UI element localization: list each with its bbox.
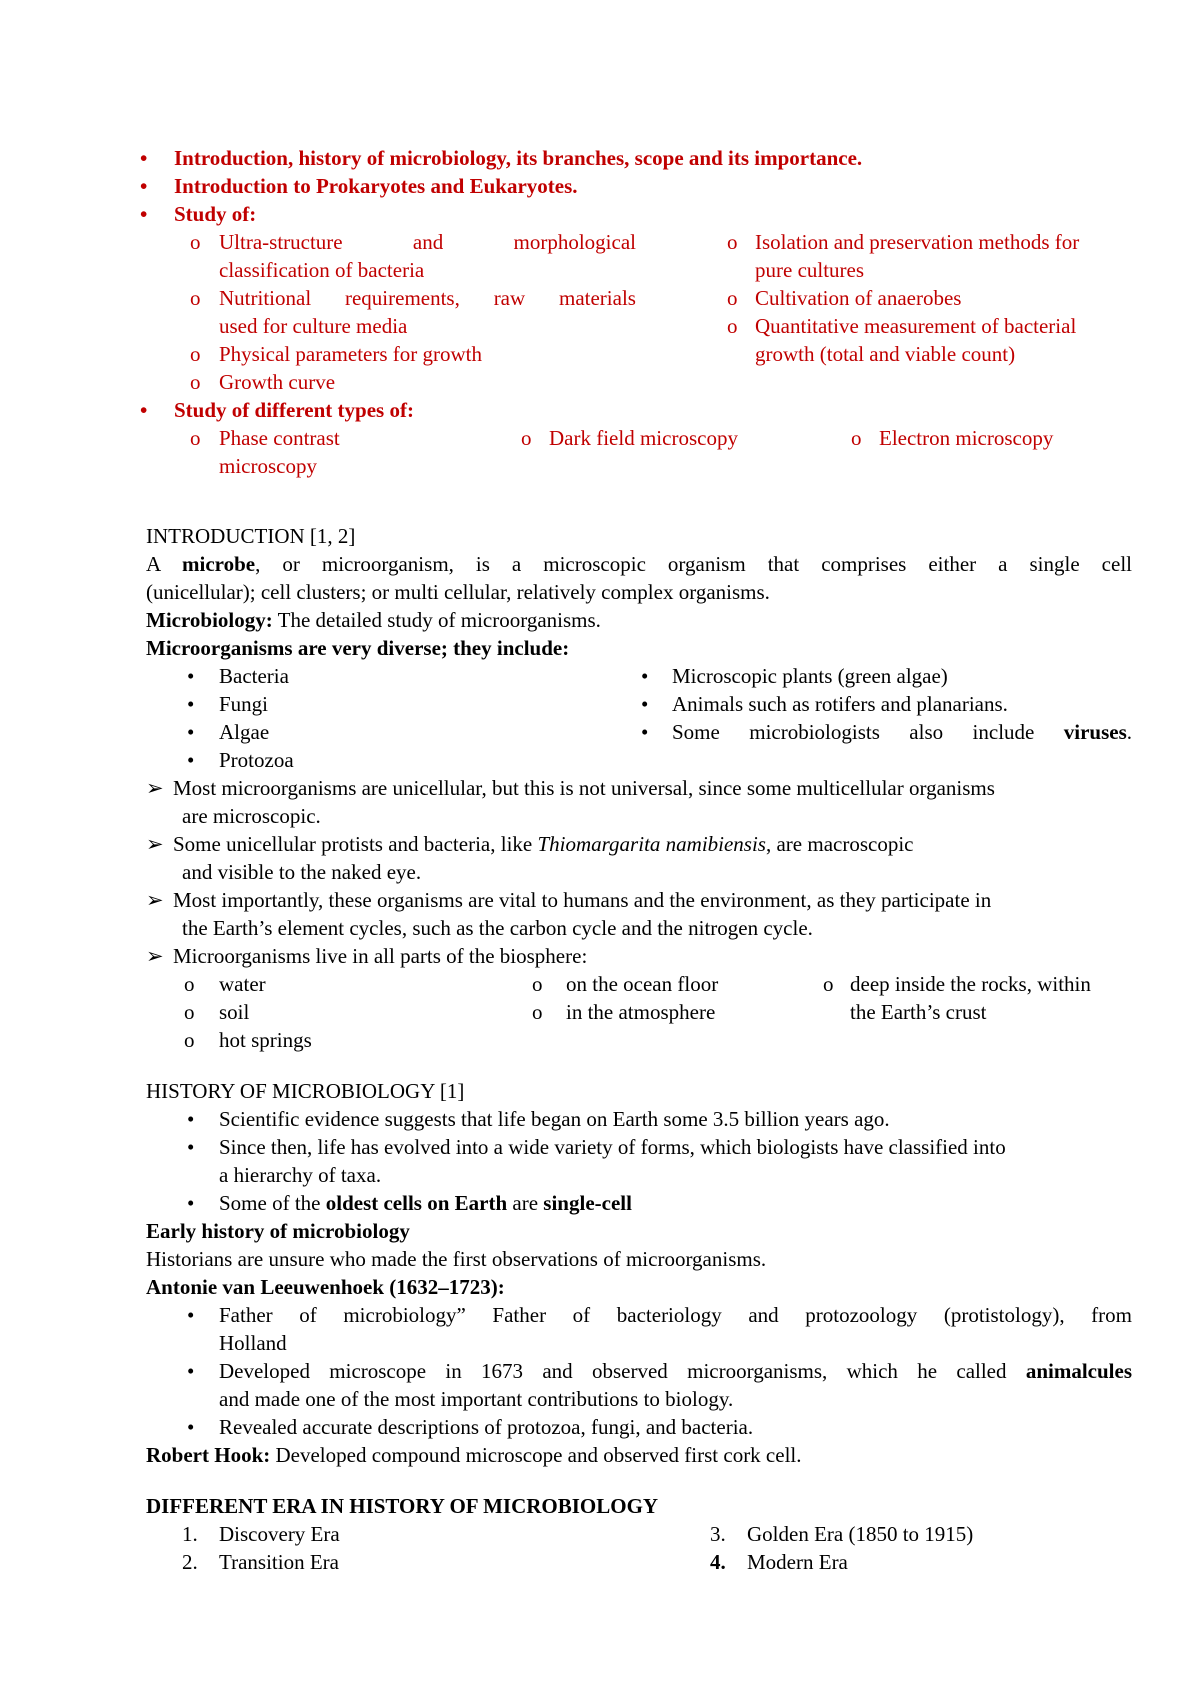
bold-term: viruses (1063, 720, 1127, 744)
arrow-bullet-icon: ➢ (146, 944, 164, 968)
def-line (146, 606, 601, 634)
justified-line (219, 284, 636, 312)
list-item: Protozoa (219, 748, 294, 772)
bold-term: Robert Hook: (146, 1443, 271, 1467)
section-heading: DIFFERENT ERA IN HISTORY OF MICROBIOLOGY (146, 1494, 659, 1518)
circle-bullet-icon: o (532, 1000, 543, 1024)
line-text: Physical parameters for growth (219, 342, 483, 366)
justified-line (146, 550, 1132, 578)
word: from (1091, 1303, 1132, 1327)
word: and (748, 1303, 779, 1327)
bullet-icon: • (187, 720, 195, 744)
word: microbiology” (343, 1303, 466, 1327)
circle-bullet-icon: o (727, 286, 738, 310)
line-text: Scientific evidence suggests that life began on Earth some 3.5 billion years ago. (219, 1107, 890, 1131)
list-item: Algae (219, 720, 270, 744)
syllabus-text: Introduction to Prokaryotes and Eukaryotes. (174, 174, 578, 198)
line-text: microscopy (219, 454, 317, 478)
word: bacteriology (616, 1303, 722, 1327)
line-text: Isolation and preservation methods for (755, 230, 1080, 254)
syllabus-text: Study of: (174, 202, 257, 226)
line-text: Historians are unsure who made the first observations of microorganisms. (146, 1247, 767, 1271)
list-number: 3. (710, 1522, 726, 1546)
line-text: growth (total and viable count) (755, 342, 1016, 366)
circle-bullet-icon: o (190, 342, 201, 366)
list-item: Microscopic plants (green algae) (672, 664, 948, 688)
list-item: Golden Era (1850 to 1915) (747, 1522, 974, 1546)
syllabus-text: Study of different types of: (174, 398, 414, 422)
line-text: classification of bacteria (219, 258, 425, 282)
word: morphological (513, 230, 636, 254)
bold-term: microbe (182, 552, 256, 576)
word: of (572, 1303, 591, 1327)
word: Father (492, 1303, 547, 1327)
bold-term: Microbiology: (146, 608, 273, 632)
bullet-icon: • (187, 664, 195, 688)
line-text: Most importantly, these organisms are vital to humans and the environment, as they participate in (173, 888, 992, 912)
syllabus-text: Introduction, history of microbiology, its branches, scope and its importance. (174, 146, 863, 170)
circle-bullet-icon: o (727, 230, 738, 254)
bold-term: animalcules (1025, 1359, 1133, 1383)
line-text: and made one of the most important contributions to biology. (219, 1387, 734, 1411)
line-text: Quantitative measurement of bacterial (755, 314, 1077, 338)
text-part: Some unicellular protists and bacteria, like (173, 832, 538, 856)
line-text: Cultivation of anaerobes (755, 286, 962, 310)
subheading: Antonie van Leeuwenhoek (1632–1723): (146, 1275, 505, 1299)
line-text: Dark field microscopy (549, 426, 738, 450)
list-item: Fungi (219, 692, 269, 716)
word: Nutritional (219, 286, 312, 310)
word: materials (559, 286, 636, 310)
list-number: 1. (182, 1522, 198, 1546)
line-text: Holland (219, 1331, 287, 1355)
list-item: Modern Era (747, 1550, 848, 1574)
justified-line (219, 1357, 1132, 1385)
line-text: Phase contrast (219, 426, 340, 450)
line-text: , or microorganism, is a microscopic organism that comprises either a single cell (255, 552, 1132, 576)
line-text: Some microbiologists also include (672, 720, 1064, 744)
line-text: The detailed study of microorganisms. (272, 608, 601, 632)
bullet-icon: • (187, 1415, 195, 1439)
species-name: Thiomargarita namibiensis (537, 832, 766, 856)
list-number: 2. (182, 1550, 198, 1574)
arrow-bullet-icon: ➢ (146, 776, 164, 800)
list-item (672, 718, 1132, 746)
bold-term: single-cell (543, 1191, 632, 1215)
list-item: on the ocean floor (566, 972, 719, 996)
bullet-icon: • (641, 664, 649, 688)
def-line (146, 1441, 802, 1469)
circle-bullet-icon: o (521, 426, 532, 450)
list-item: soil (219, 1000, 250, 1024)
circle-bullet-icon: o (851, 426, 862, 450)
text-part: , are macroscopic (765, 832, 914, 856)
bullet-icon: • (140, 398, 148, 422)
line-text: (unicellular); cell clusters; or multi cellular, relatively complex organisms. (146, 580, 770, 604)
list-item: Transition Era (219, 1550, 339, 1574)
circle-bullet-icon: o (184, 1000, 195, 1024)
circle-bullet-icon: o (532, 972, 543, 996)
word: of (299, 1303, 317, 1327)
line-text: Electron microscopy (879, 426, 1054, 450)
arrow-bullet-icon: ➢ (146, 832, 164, 856)
line-text: Revealed accurate descriptions of protozoa, fungi, and bacteria. (219, 1415, 754, 1439)
line-text: Growth curve (219, 370, 336, 394)
list-item: Animals such as rotifers and planarians. (672, 692, 1008, 716)
bullet-icon: • (187, 1135, 195, 1159)
line-text: a hierarchy of taxa. (219, 1163, 382, 1187)
line-text: are microscopic. (182, 804, 321, 828)
line-text: Since then, life has evolved into a wide variety of forms, which biologists have classified into (219, 1135, 1006, 1159)
line-text: pure cultures (755, 258, 865, 282)
word: raw (493, 286, 526, 310)
line-text: used for culture media (219, 314, 408, 338)
list-item: Bacteria (219, 664, 289, 688)
bullet-icon: • (187, 1359, 195, 1383)
circle-bullet-icon: o (727, 314, 738, 338)
justified-line (219, 1301, 1132, 1329)
list-item: in the atmosphere (566, 1000, 716, 1024)
text-part: Developed microscope in 1673 and observed microorganisms, which he called (219, 1359, 1007, 1383)
circle-bullet-icon: o (184, 1028, 195, 1052)
bullet-icon: • (187, 692, 195, 716)
subheading: Early history of microbiology (146, 1219, 410, 1243)
bullet-icon: • (641, 692, 649, 716)
text-part: Some of the (219, 1191, 326, 1215)
bullet-icon: • (187, 1107, 195, 1131)
line-text: Developed compound microscope and observed first cork cell. (270, 1443, 802, 1467)
circle-bullet-icon: o (190, 370, 201, 394)
list-item: the Earth’s crust (850, 1000, 987, 1024)
line-text: the Earth’s element cycles, such as the carbon cycle and the nitrogen cycle. (182, 916, 813, 940)
word: Ultra-structure (219, 230, 343, 254)
list-item: deep inside the rocks, within (850, 972, 1091, 996)
word: requirements, (344, 286, 460, 310)
word: and (412, 230, 444, 254)
punct: . (1126, 720, 1132, 744)
bullet-icon: • (140, 146, 148, 170)
list-item: water (219, 972, 266, 996)
text-part: are (507, 1191, 544, 1215)
word: A (146, 552, 161, 576)
bullet-icon: • (187, 1303, 195, 1327)
word: Father (219, 1303, 273, 1327)
line-text: Microorganisms live in all parts of the biosphere: (173, 944, 588, 968)
bullet-icon: • (140, 202, 148, 226)
bullet-icon: • (140, 174, 148, 198)
section-heading: INTRODUCTION [1, 2] (146, 524, 356, 548)
line-text (219, 1189, 632, 1217)
subheading: Microorganisms are very diverse; they include: (146, 636, 570, 660)
arrow-bullet-icon: ➢ (146, 888, 164, 912)
bold-term: oldest cells on Earth (325, 1191, 508, 1215)
circle-bullet-icon: o (184, 972, 195, 996)
circle-bullet-icon: o (190, 286, 201, 310)
circle-bullet-icon: o (190, 426, 201, 450)
line-text: and visible to the naked eye. (182, 860, 422, 884)
justified-line (219, 228, 636, 256)
line-text: Most microorganisms are unicellular, but this is not universal, since some multicellular organisms (173, 776, 995, 800)
circle-bullet-icon: o (190, 230, 201, 254)
list-item: hot springs (219, 1028, 312, 1052)
circle-bullet-icon: o (823, 972, 834, 996)
bullet-icon: • (641, 720, 649, 744)
word: protozoology (805, 1303, 918, 1327)
word: (protistology), (943, 1303, 1065, 1327)
bullet-icon: • (187, 1191, 195, 1215)
section-heading: HISTORY OF MICROBIOLOGY [1] (146, 1079, 465, 1103)
list-item: Discovery Era (219, 1522, 340, 1546)
list-number: 4. (710, 1550, 726, 1574)
line-text (173, 830, 914, 858)
bullet-icon: • (187, 748, 195, 772)
